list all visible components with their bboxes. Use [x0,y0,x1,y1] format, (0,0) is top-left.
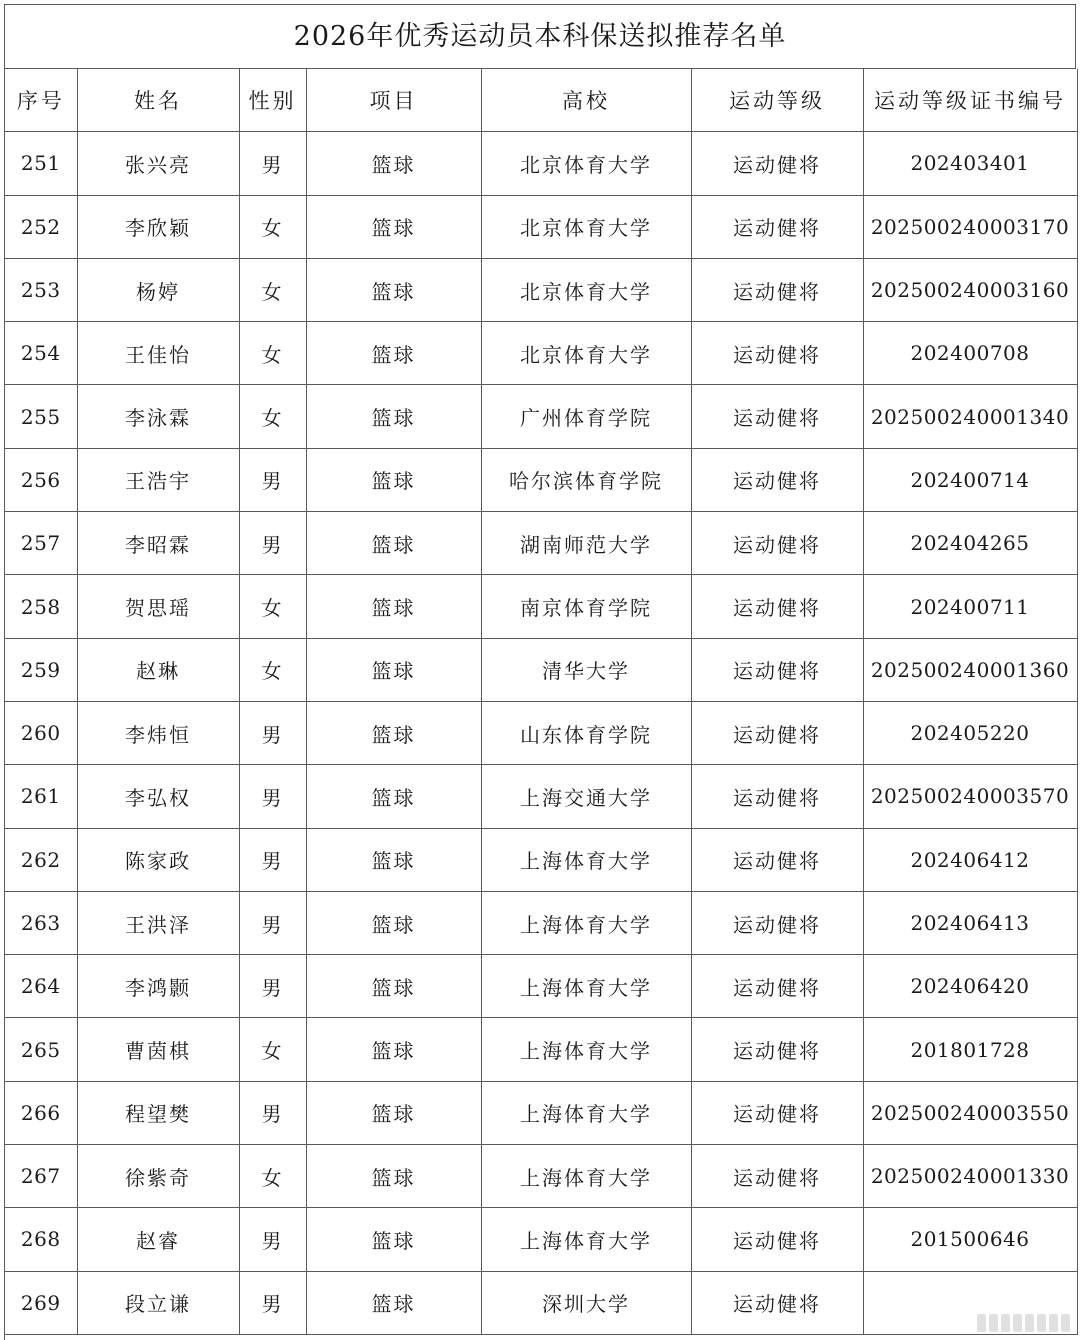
cell-serial-number: 265 [5,1018,77,1081]
cell-sport: 篮球 [306,385,481,448]
table-row [5,1018,1077,1081]
cell-sport-level: 运动健将 [691,1271,863,1334]
header-university: 高校 [481,69,691,132]
cell-gender: 女 [239,1018,306,1081]
table-row [5,322,1077,385]
cell-sport-level: 运动健将 [691,322,863,385]
cell-serial-number: 254 [5,322,77,385]
cell-university: 湖南师范大学 [481,512,691,575]
cell-gender: 男 [239,512,306,575]
table-row [5,701,1077,764]
cell-sport: 篮球 [306,955,481,1018]
cell-university: 广州体育学院 [481,385,691,448]
table-row [5,1145,1077,1208]
watermark-logo [960,1312,1070,1334]
cell-sport-level: 运动健将 [691,955,863,1018]
cell-certificate-number: 202500240001340 [863,385,1077,448]
cell-sport-level: 运动健将 [691,512,863,575]
header-gender: 性别 [239,69,306,132]
table-row [5,512,1077,575]
cell-certificate-number: 202500240003170 [863,195,1077,258]
cell-serial-number: 269 [5,1271,77,1334]
cell-gender: 男 [239,448,306,511]
cell-sport: 篮球 [306,132,481,195]
cell-serial-number: 259 [5,638,77,701]
cell-certificate-number: 201801728 [863,1018,1077,1081]
cell-certificate-number: 202400708 [863,322,1077,385]
cell-certificate-number: 202404265 [863,512,1077,575]
cell-name: 赵睿 [77,1208,239,1271]
cell-certificate-number: 202500240001360 [863,638,1077,701]
table-row [5,638,1077,701]
cell-name: 程望樊 [77,1081,239,1144]
cell-gender: 男 [239,765,306,828]
cell-university: 哈尔滨体育学院 [481,448,691,511]
cell-sport: 篮球 [306,1018,481,1081]
cell-certificate-number: 202400711 [863,575,1077,638]
cell-serial-number: 252 [5,195,77,258]
header-name: 姓名 [77,69,239,132]
cell-certificate-number: 202406412 [863,828,1077,891]
cell-name: 赵琳 [77,638,239,701]
cell-gender: 男 [239,1081,306,1144]
cell-university: 上海体育大学 [481,891,691,954]
cell-serial-number: 267 [5,1145,77,1208]
document-title: 2026年优秀运动员本科保送拟推荐名单 [5,5,1076,69]
header-sport-level: 运动等级 [691,69,863,132]
cell-sport-level: 运动健将 [691,1145,863,1208]
cell-certificate-number: 202500240003160 [863,258,1077,321]
cell-name: 贺思瑶 [77,575,239,638]
recommendation-table [5,69,1078,1335]
table-row [5,1081,1077,1144]
table-row [5,1208,1077,1271]
cell-name: 王浩宇 [77,448,239,511]
cell-sport-level: 运动健将 [691,448,863,511]
cell-university: 上海体育大学 [481,1145,691,1208]
cell-sport-level: 运动健将 [691,701,863,764]
cell-certificate-number: 202500240003550 [863,1081,1077,1144]
cell-name: 段立谦 [77,1271,239,1334]
table-row [5,258,1077,321]
cell-sport: 篮球 [306,448,481,511]
cell-sport: 篮球 [306,701,481,764]
cell-sport: 篮球 [306,891,481,954]
cell-sport-level: 运动健将 [691,1208,863,1271]
cell-university: 清华大学 [481,638,691,701]
table-row [5,385,1077,448]
cell-serial-number: 266 [5,1081,77,1144]
cell-sport: 篮球 [306,1145,481,1208]
cell-name: 李泳霖 [77,385,239,448]
cell-gender: 女 [239,322,306,385]
table-row [5,955,1077,1018]
cell-name: 王佳怡 [77,322,239,385]
cell-gender: 男 [239,1271,306,1334]
cell-university: 上海交通大学 [481,765,691,828]
cell-sport: 篮球 [306,828,481,891]
cell-serial-number: 263 [5,891,77,954]
cell-university: 北京体育大学 [481,195,691,258]
cell-sport: 篮球 [306,765,481,828]
cell-sport: 篮球 [306,195,481,258]
cell-sport: 篮球 [306,322,481,385]
cell-serial-number: 260 [5,701,77,764]
table-row [5,1271,1077,1334]
cell-sport: 篮球 [306,638,481,701]
cell-sport: 篮球 [306,1208,481,1271]
cell-gender: 男 [239,891,306,954]
cell-sport: 篮球 [306,258,481,321]
cell-serial-number: 264 [5,955,77,1018]
header-serial-number: 序号 [5,69,77,132]
cell-name: 陈家政 [77,828,239,891]
cell-sport-level: 运动健将 [691,1081,863,1144]
document-sheet [4,4,1076,1340]
cell-name: 李昭霖 [77,512,239,575]
cell-sport: 篮球 [306,1271,481,1334]
cell-sport-level: 运动健将 [691,385,863,448]
cell-certificate-number: 202403401 [863,132,1077,195]
table-row [5,765,1077,828]
cell-certificate-number: 202405220 [863,701,1077,764]
cell-gender: 男 [239,1208,306,1271]
table-row [5,132,1077,195]
cell-name: 曹茵棋 [77,1018,239,1081]
cell-gender: 女 [239,1145,306,1208]
cell-sport-level: 运动健将 [691,132,863,195]
cell-sport-level: 运动健将 [691,575,863,638]
cell-serial-number: 261 [5,765,77,828]
table-row [5,891,1077,954]
header-certificate-number: 运动等级证书编号 [863,69,1077,132]
cell-certificate-number: 202406420 [863,955,1077,1018]
cell-sport: 篮球 [306,1081,481,1144]
cell-sport-level: 运动健将 [691,638,863,701]
cell-certificate-number: 202500240001330 [863,1145,1077,1208]
cell-serial-number: 268 [5,1208,77,1271]
cell-gender: 男 [239,701,306,764]
cell-university: 上海体育大学 [481,1018,691,1081]
cell-sport-level: 运动健将 [691,1018,863,1081]
cell-university: 山东体育学院 [481,701,691,764]
cell-university: 北京体育大学 [481,322,691,385]
cell-sport-level: 运动健将 [691,828,863,891]
cell-name: 李弘权 [77,765,239,828]
cell-gender: 男 [239,132,306,195]
cell-serial-number: 255 [5,385,77,448]
cell-name: 李炜恒 [77,701,239,764]
cell-name: 张兴亮 [77,132,239,195]
cell-sport: 篮球 [306,575,481,638]
cell-name: 王洪泽 [77,891,239,954]
cell-certificate-number: 202406413 [863,891,1077,954]
table-row [5,575,1077,638]
cell-certificate-number: 201500646 [863,1208,1077,1271]
cell-name: 杨婷 [77,258,239,321]
cell-serial-number: 258 [5,575,77,638]
cell-sport-level: 运动健将 [691,258,863,321]
table-body [5,132,1077,1335]
header-sport: 项目 [306,69,481,132]
cell-serial-number: 257 [5,512,77,575]
cell-name: 徐紫奇 [77,1145,239,1208]
cell-gender: 女 [239,638,306,701]
cell-university: 上海体育大学 [481,1208,691,1271]
cell-serial-number: 256 [5,448,77,511]
cell-serial-number: 253 [5,258,77,321]
cell-university: 深圳大学 [481,1271,691,1334]
cell-university: 上海体育大学 [481,955,691,1018]
table-header-row [5,69,1077,132]
cell-serial-number: 262 [5,828,77,891]
cell-university: 上海体育大学 [481,828,691,891]
cell-name: 李鸿颢 [77,955,239,1018]
cell-university: 上海体育大学 [481,1081,691,1144]
cell-sport-level: 运动健将 [691,891,863,954]
cell-university: 南京体育学院 [481,575,691,638]
cell-gender: 女 [239,385,306,448]
table-row [5,195,1077,258]
cell-gender: 女 [239,195,306,258]
cell-name: 李欣颖 [77,195,239,258]
cell-sport-level: 运动健将 [691,765,863,828]
cell-sport-level: 运动健将 [691,195,863,258]
cell-certificate-number: 202500240003570 [863,765,1077,828]
table-row [5,828,1077,891]
cell-gender: 女 [239,575,306,638]
cell-university: 北京体育大学 [481,132,691,195]
cell-gender: 女 [239,258,306,321]
cell-sport: 篮球 [306,512,481,575]
cell-gender: 男 [239,955,306,1018]
cell-gender: 男 [239,828,306,891]
cell-serial-number: 251 [5,132,77,195]
cell-university: 北京体育大学 [481,258,691,321]
cell-certificate-number: 202400714 [863,448,1077,511]
table-row [5,448,1077,511]
